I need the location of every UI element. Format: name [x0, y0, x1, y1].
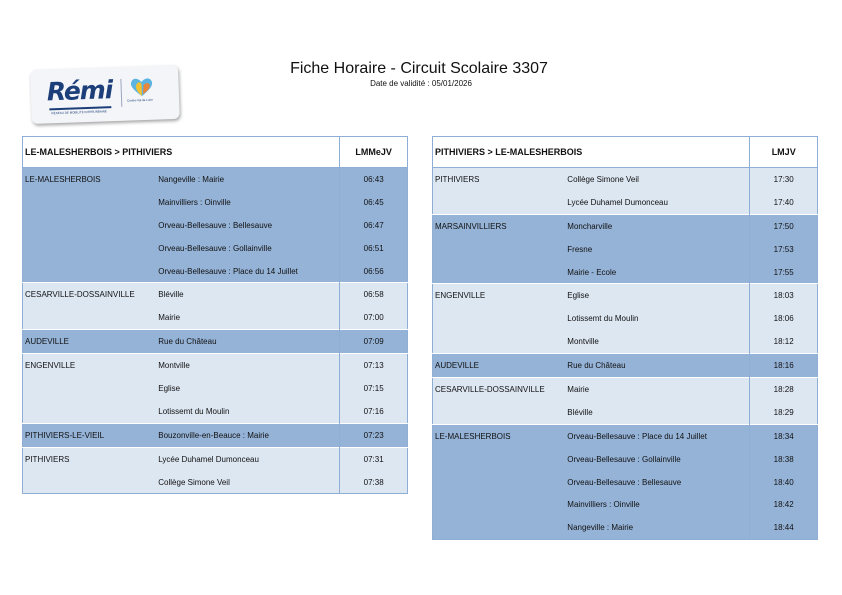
stop-cell: Fresne	[565, 238, 750, 261]
stop-cell: Eglise	[156, 377, 340, 400]
commune-cell: ENGENVILLE	[433, 284, 566, 307]
table-row	[433, 238, 818, 261]
table-row	[23, 330, 408, 354]
time-cell: 07:00	[340, 306, 408, 329]
stop-cell: Nangeville : Mairie	[565, 516, 750, 539]
time-cell: 07:16	[340, 400, 408, 423]
stop-cell: Collège Simone Veil	[156, 471, 340, 494]
time-cell: 07:13	[340, 354, 408, 377]
time-cell: 06:58	[340, 283, 408, 306]
commune-cell: CESARVILLE-DOSSAINVILLE	[433, 378, 566, 401]
table-row	[23, 283, 408, 306]
stop-cell: Mairie - Ecole	[565, 261, 750, 284]
commune-cell: CESARVILLE-DOSSAINVILLE	[23, 283, 157, 306]
time-cell: 17:55	[750, 261, 818, 284]
time-cell: 18:06	[750, 307, 818, 330]
logo-word: Rémi	[46, 75, 113, 107]
time-cell: 07:15	[340, 377, 408, 400]
stop-cell: Bléville	[156, 283, 340, 306]
table-row	[433, 401, 818, 424]
commune-cell	[433, 401, 566, 424]
stop-cell: Eglise	[565, 284, 750, 307]
stop-cell: Bléville	[565, 401, 750, 424]
commune-cell	[23, 306, 157, 329]
commune-cell: ENGENVILLE	[23, 354, 157, 377]
table-row	[433, 214, 818, 237]
commune-cell: MARSAINVILLIERS	[433, 214, 566, 237]
stop-cell: Montville	[156, 354, 340, 377]
remi-logo	[30, 70, 178, 126]
table-row	[23, 377, 408, 400]
time-cell: 17:53	[750, 238, 818, 261]
stop-cell: Mainvilliers : Oinville	[565, 493, 750, 516]
table-header-row	[433, 137, 818, 168]
commune-cell	[433, 307, 566, 330]
logo-region: Centre-Val de Loire	[127, 97, 153, 103]
commune-cell: PITHIVIERS	[433, 168, 566, 191]
commune-cell	[433, 261, 566, 284]
table-row	[433, 471, 818, 494]
stop-cell: Mairie	[156, 306, 340, 329]
time-cell: 18:03	[750, 284, 818, 307]
commune-cell	[433, 493, 566, 516]
time-cell: 07:38	[340, 471, 408, 494]
days-header: LMJV	[750, 137, 818, 168]
commune-cell	[433, 471, 566, 494]
commune-cell	[23, 237, 157, 260]
table-row	[433, 448, 818, 471]
time-cell: 18:28	[750, 378, 818, 401]
time-cell: 07:23	[340, 423, 408, 447]
table-row	[433, 168, 818, 191]
stop-cell: Collège Simone Veil	[565, 168, 750, 191]
stop-cell: Orveau-Bellesauve : Gollainville	[565, 448, 750, 471]
stop-cell: Mainvilliers : Oinville	[156, 191, 340, 214]
commune-cell: LE-MALESHERBOIS	[23, 168, 157, 191]
region-heart-icon	[128, 76, 155, 99]
commune-cell: PITHIVIERS	[23, 447, 157, 470]
stop-cell: Bouzonville-en-Beauce : Mairie	[156, 423, 340, 447]
time-cell: 18:38	[750, 448, 818, 471]
table-row	[433, 330, 818, 353]
time-cell: 18:34	[750, 424, 818, 447]
table-row	[23, 214, 408, 237]
stop-cell: Lotissemt du Moulin	[565, 307, 750, 330]
stop-cell: Orveau-Bellesauve : Bellesauve	[565, 471, 750, 494]
commune-cell	[433, 330, 566, 353]
time-cell: 06:47	[340, 214, 408, 237]
table-row	[23, 354, 408, 377]
commune-cell	[433, 448, 566, 471]
table-row	[433, 284, 818, 307]
table-row	[433, 424, 818, 447]
time-cell: 06:51	[340, 237, 408, 260]
page-title-text: Fiche Horaire - Circuit Scolaire 3307	[290, 60, 548, 77]
time-cell: 06:45	[340, 191, 408, 214]
time-cell: 18:29	[750, 401, 818, 424]
commune-cell: LE-MALESHERBOIS	[433, 424, 566, 447]
stop-cell: Orveau-Bellesauve : Bellesauve	[156, 214, 340, 237]
commune-cell: AUDEVILLE	[23, 330, 157, 354]
table-row	[433, 261, 818, 284]
commune-cell	[433, 191, 566, 214]
commune-cell	[433, 516, 566, 539]
commune-cell	[23, 214, 157, 237]
direction-header: LE-MALESHERBOIS > PITHIVIERS	[23, 137, 340, 168]
time-cell: 07:09	[340, 330, 408, 354]
table-row	[23, 306, 408, 329]
logo-tagline: RÉSEAU DE MOBILITÉ INTERURBAINE	[51, 109, 107, 116]
time-cell: 18:16	[750, 354, 818, 378]
table-row	[433, 378, 818, 401]
logo-separator	[120, 79, 122, 107]
commune-cell	[433, 238, 566, 261]
table-row	[23, 191, 408, 214]
schedule-table-return	[432, 136, 818, 540]
table-row	[23, 400, 408, 423]
stop-cell: Orveau-Bellesauve : Place du 14 Juillet	[565, 424, 750, 447]
table-row	[23, 423, 408, 447]
stop-cell: Orveau-Bellesauve : Gollainville	[156, 237, 340, 260]
stop-cell: Moncharville	[565, 214, 750, 237]
commune-cell	[23, 377, 157, 400]
time-cell: 18:44	[750, 516, 818, 539]
commune-cell	[23, 400, 157, 423]
table-row	[433, 307, 818, 330]
stop-cell: Rue du Château	[156, 330, 340, 354]
table-row	[433, 191, 818, 214]
table-row	[23, 447, 408, 470]
table-row	[23, 260, 408, 283]
direction-header: PITHIVIERS > LE-MALESHERBOIS	[433, 137, 750, 168]
stop-cell: Lycée Duhamel Dumonceau	[156, 447, 340, 470]
days-header: LMMeJV	[340, 137, 408, 168]
schedule-table-outbound	[22, 136, 408, 494]
commune-cell	[23, 191, 157, 214]
stop-cell: Lycée Duhamel Dumonceau	[565, 191, 750, 214]
time-cell: 18:40	[750, 471, 818, 494]
commune-cell: PITHIVIERS-LE-VIEIL	[23, 423, 157, 447]
validity-date-text: Date de validité : 05/01/2026	[370, 79, 472, 88]
stop-cell: Mairie	[565, 378, 750, 401]
stop-cell: Montville	[565, 330, 750, 353]
table-row	[23, 168, 408, 191]
commune-cell: AUDEVILLE	[433, 354, 566, 378]
logo-card	[30, 65, 180, 124]
table-row	[23, 237, 408, 260]
time-cell: 06:43	[340, 168, 408, 191]
stop-cell: Rue du Château	[565, 354, 750, 378]
time-cell: 07:31	[340, 447, 408, 470]
table-header-row	[23, 137, 408, 168]
commune-cell	[23, 471, 157, 494]
time-cell: 06:56	[340, 260, 408, 283]
stop-cell: Nangeville : Mairie	[156, 168, 340, 191]
time-cell: 18:12	[750, 330, 818, 353]
stop-cell: Orveau-Bellesauve : Place du 14 Juillet	[156, 260, 340, 283]
table-row	[433, 354, 818, 378]
table-row	[433, 516, 818, 539]
time-cell: 17:40	[750, 191, 818, 214]
table-row	[433, 493, 818, 516]
time-cell: 18:42	[750, 493, 818, 516]
time-cell: 17:30	[750, 168, 818, 191]
time-cell: 17:50	[750, 214, 818, 237]
table-row	[23, 471, 408, 494]
stop-cell: Lotissemt du Moulin	[156, 400, 340, 423]
commune-cell	[23, 260, 157, 283]
